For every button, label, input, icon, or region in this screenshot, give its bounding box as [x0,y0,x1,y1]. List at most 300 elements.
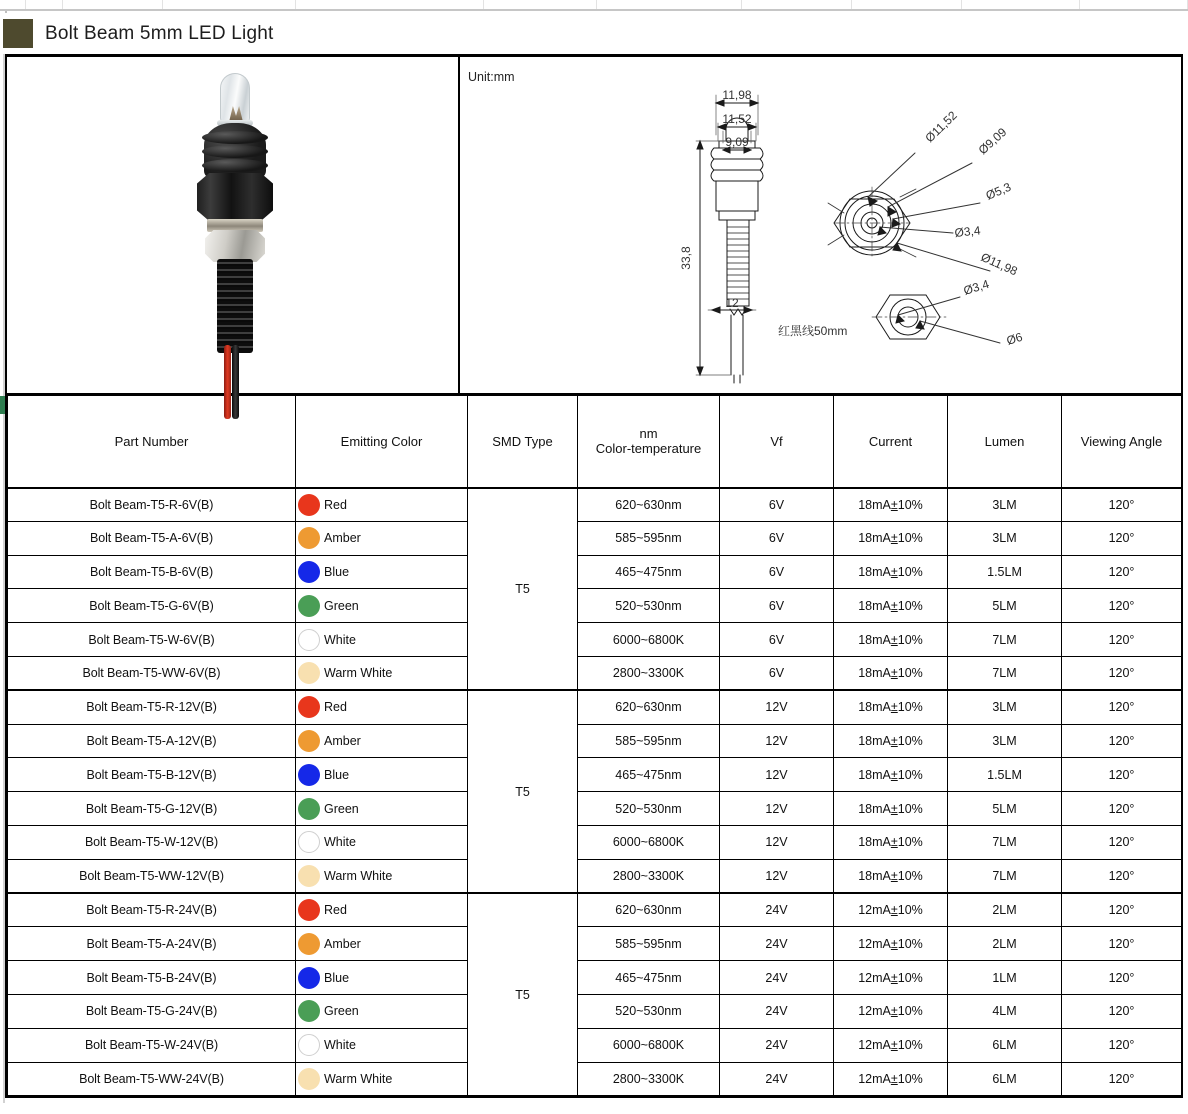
cell-lumen: 7LM [948,656,1062,690]
col-header-current: Current [834,395,948,488]
color-dot-icon [298,967,320,989]
table-row[interactable] [8,994,1182,1028]
current-tolerance: 10% [897,970,923,985]
cell-current [834,521,948,555]
color-dot-icon [298,730,320,752]
cell-smd-type: T5 [468,893,578,1096]
color-dot-icon [298,865,320,887]
cell-viewing-angle: 120° [1062,893,1182,927]
color-dot-icon [298,1034,320,1056]
cell-emitting-color [296,927,468,961]
current-value: 12mA [858,1038,891,1053]
cell-part-number: Bolt Beam-T5-G-24V(B) [8,994,296,1028]
color-name-label: Red [324,497,347,512]
cell-lumen: 5LM [948,792,1062,826]
cell-lumen: 2LM [948,893,1062,927]
plus-minus-symbol: ± [890,1038,898,1053]
color-swatch-group [296,933,467,955]
table-row[interactable] [8,656,1182,690]
color-name-label: Blue [324,767,350,782]
cell-viewing-angle: 120° [1062,690,1182,724]
current-value: 18mA [858,497,891,512]
table-row[interactable] [8,961,1182,995]
color-swatch-group [296,831,467,853]
table-row[interactable] [8,893,1182,927]
current-value: 12mA [858,903,891,918]
cell-part-number: Bolt Beam-T5-W-24V(B) [8,1028,296,1062]
color-name-label: Blue [324,564,350,579]
dim-thread-length: 12 [725,296,739,310]
current-tolerance: 10% [897,666,923,681]
current-value: 18mA [858,733,891,748]
col-header-nm-line2: Color-temperature [595,441,702,457]
current-tolerance: 10% [897,1038,923,1053]
color-dot-icon [298,561,320,583]
color-dot-icon [298,798,320,820]
cell-emitting-color [296,825,468,859]
current-value: 18mA [858,767,891,782]
red-wire [224,345,231,419]
cell-emitting-color [296,690,468,724]
color-name-label: White [324,632,356,647]
cell-nm-color-temperature: 520~530nm [578,792,720,826]
color-name-label: Green [324,598,359,613]
cell-lumen: 3LM [948,690,1062,724]
color-dot-icon [298,933,320,955]
plus-minus-symbol: ± [890,970,898,985]
color-name-label: Amber [324,936,361,951]
cell-viewing-angle: 120° [1062,792,1182,826]
current-value: 18mA [858,835,891,850]
dim-height: 33,8 [679,246,693,270]
hex-dia-label-1: Ø3,4 [961,276,991,298]
dimension-drawing-svg [460,57,1181,393]
dia-label-2: Ø9,09 [975,124,1010,158]
dia-label-4: Ø3,4 [953,223,982,240]
cell-emitting-color [296,656,468,690]
color-dot-icon [298,1000,320,1022]
cell-vf: 12V [720,859,834,893]
cell-emitting-color [296,488,468,522]
sheet-cell[interactable] [852,0,962,9]
cell-vf: 12V [720,825,834,859]
cell-nm-color-temperature: 6000~6800K [578,1028,720,1062]
cell-viewing-angle: 120° [1062,1062,1182,1096]
sheet-cell[interactable] [484,0,597,9]
cell-nm-color-temperature: 6000~6800K [578,825,720,859]
spreadsheet-column-strip[interactable] [0,0,1188,11]
cell-viewing-angle: 120° [1062,994,1182,1028]
current-tolerance: 10% [897,497,923,512]
current-value: 18mA [858,632,891,647]
cell-emitting-color [296,994,468,1028]
cell-lumen: 7LM [948,623,1062,657]
color-dot-icon [298,764,320,786]
specification-table [7,393,1182,1096]
color-swatch-group [296,899,467,921]
table-row[interactable] [8,758,1182,792]
cell-nm-color-temperature: 520~530nm [578,589,720,623]
cell-viewing-angle: 120° [1062,623,1182,657]
dim-width-outer: 11,98 [722,88,752,102]
color-name-label: Warm White [324,1071,393,1086]
cell-vf: 6V [720,589,834,623]
current-tolerance: 10% [897,733,923,748]
boot-ring [202,159,268,172]
plus-minus-symbol: ± [890,868,898,883]
led-lens-dome [220,73,250,123]
current-tolerance: 10% [897,564,923,579]
threaded-shaft [217,259,253,353]
color-dot-icon [298,696,320,718]
cell-viewing-angle: 120° [1062,758,1182,792]
page-title: Bolt Beam 5mm LED Light [45,22,274,44]
color-dot-icon [298,595,320,617]
color-name-label: Blue [324,970,350,985]
document-title-bar [0,13,1188,54]
cell-nm-color-temperature: 465~475nm [578,961,720,995]
cell-lumen: 1.5LM [948,555,1062,589]
cell-emitting-color [296,893,468,927]
color-swatch-group [296,798,467,820]
cell-part-number: Bolt Beam-T5-WW-6V(B) [8,656,296,690]
cell-smd-type: T5 [468,488,578,691]
plus-minus-symbol: ± [890,801,898,816]
cell-part-number: Bolt Beam-T5-WW-24V(B) [8,1062,296,1096]
cell-part-number: Bolt Beam-T5-B-6V(B) [8,555,296,589]
cell-current [834,859,948,893]
plus-minus-symbol: ± [890,666,898,681]
led-product-photo [185,73,285,383]
col-header-nm-color-temperature [578,395,720,488]
cell-current [834,825,948,859]
col-header-vf: Vf [720,395,834,488]
sheet-cell[interactable] [163,0,296,9]
dim-width-mid: 11,52 [722,112,752,126]
cell-vf: 12V [720,758,834,792]
color-name-label: Green [324,1004,359,1019]
cell-vf: 12V [720,690,834,724]
color-swatch-group [296,561,467,583]
color-swatch-group [296,967,467,989]
color-dot-icon [298,527,320,549]
table-row[interactable] [8,1028,1182,1062]
color-swatch-group [296,1068,467,1090]
table-row[interactable] [8,521,1182,555]
dia-label-5: Ø11,98 [978,249,1020,279]
plus-minus-symbol: ± [890,1004,898,1019]
cell-part-number: Bolt Beam-T5-WW-12V(B) [8,859,296,893]
color-swatch-group [296,595,467,617]
cell-nm-color-temperature: 465~475nm [578,758,720,792]
cell-vf: 6V [720,555,834,589]
cell-current [834,994,948,1028]
current-tolerance: 10% [897,1004,923,1019]
cell-emitting-color [296,724,468,758]
cell-nm-color-temperature: 465~475nm [578,555,720,589]
plus-minus-symbol: ± [890,835,898,850]
sheet-cell[interactable] [962,0,1080,9]
cell-emitting-color [296,555,468,589]
boot-ring [202,145,268,158]
cell-vf: 12V [720,792,834,826]
cell-part-number: Bolt Beam-T5-A-6V(B) [8,521,296,555]
color-name-label: White [324,1038,356,1053]
cell-part-number: Bolt Beam-T5-A-24V(B) [8,927,296,961]
cell-emitting-color [296,792,468,826]
cell-lumen: 3LM [948,488,1062,522]
cell-current [834,656,948,690]
cell-part-number: Bolt Beam-T5-W-6V(B) [8,623,296,657]
plus-minus-symbol: ± [890,767,898,782]
color-name-label: Warm White [324,666,393,681]
color-swatch-group [296,1034,467,1056]
sheet-cell[interactable] [26,0,63,9]
dia-label-1: Ø11,52 [922,108,960,146]
current-tolerance: 10% [897,531,923,546]
cell-lumen: 3LM [948,521,1062,555]
cell-current [834,724,948,758]
cell-nm-color-temperature: 620~630nm [578,690,720,724]
sheet-cell[interactable] [597,0,742,9]
col-header-lumen: Lumen [948,395,1062,488]
cell-part-number: Bolt Beam-T5-G-6V(B) [8,589,296,623]
cell-viewing-angle: 120° [1062,724,1182,758]
cell-lumen: 1LM [948,961,1062,995]
product-photo-cell [7,57,460,393]
black-hex-nut [197,173,273,221]
cell-lumen: 4LM [948,994,1062,1028]
current-value: 18mA [858,564,891,579]
cell-current [834,792,948,826]
table-row[interactable] [8,724,1182,758]
cell-part-number: Bolt Beam-T5-B-12V(B) [8,758,296,792]
cell-viewing-angle: 120° [1062,1028,1182,1062]
cell-part-number: Bolt Beam-T5-A-12V(B) [8,724,296,758]
black-wire [232,345,239,419]
current-value: 18mA [858,598,891,613]
cell-lumen: 6LM [948,1028,1062,1062]
current-value: 18mA [858,801,891,816]
current-tolerance: 10% [897,903,923,918]
cell-part-number: Bolt Beam-T5-W-12V(B) [8,825,296,859]
table-header-row [8,395,1182,488]
color-swatch-group [296,865,467,887]
cell-nm-color-temperature: 2800~3300K [578,859,720,893]
color-swatch-group [296,764,467,786]
current-tolerance: 10% [897,767,923,782]
current-tolerance: 10% [897,835,923,850]
table-row[interactable] [8,623,1182,657]
cell-lumen: 3LM [948,724,1062,758]
metal-hex-nut [205,230,265,262]
cell-emitting-color [296,1062,468,1096]
cell-emitting-color [296,623,468,657]
color-name-label: White [324,835,356,850]
cell-nm-color-temperature: 585~595nm [578,724,720,758]
cell-emitting-color [296,859,468,893]
cell-lumen: 7LM [948,825,1062,859]
plus-minus-symbol: ± [890,700,898,715]
color-name-label: Warm White [324,868,393,883]
dim-width-inner: 9,09 [725,135,749,149]
cell-viewing-angle: 120° [1062,656,1182,690]
cell-part-number: Bolt Beam-T5-G-12V(B) [8,792,296,826]
cell-nm-color-temperature: 585~595nm [578,521,720,555]
cell-vf: 24V [720,961,834,995]
cell-emitting-color [296,1028,468,1062]
cell-current [834,488,948,522]
cell-emitting-color [296,961,468,995]
cell-nm-color-temperature: 520~530nm [578,994,720,1028]
color-swatch-group [296,730,467,752]
cell-current [834,690,948,724]
col-header-emitting-color: Emitting Color [296,395,468,488]
current-value: 18mA [858,531,891,546]
cell-current [834,555,948,589]
cell-emitting-color [296,589,468,623]
cell-nm-color-temperature: 2800~3300K [578,656,720,690]
current-value: 12mA [858,1071,891,1086]
table-row[interactable] [8,488,1182,522]
table-row[interactable] [8,555,1182,589]
product-datasheet-block [5,54,1183,1098]
current-value: 18mA [858,666,891,681]
color-swatch-group [296,527,467,549]
table-row[interactable] [8,1062,1182,1096]
color-name-label: Amber [324,531,361,546]
color-dot-icon [298,831,320,853]
cell-part-number: Bolt Beam-T5-R-12V(B) [8,690,296,724]
cell-current [834,927,948,961]
cell-nm-color-temperature: 2800~3300K [578,1062,720,1096]
plus-minus-symbol: ± [890,531,898,546]
current-tolerance: 10% [897,868,923,883]
color-name-label: Amber [324,733,361,748]
col-header-smd-type: SMD Type [468,395,578,488]
cell-part-number: Bolt Beam-T5-B-24V(B) [8,961,296,995]
cell-current [834,1028,948,1062]
plus-minus-symbol: ± [890,564,898,579]
table-row[interactable] [8,825,1182,859]
color-swatch-group [296,629,467,651]
current-tolerance: 10% [897,632,923,647]
cell-part-number: Bolt Beam-T5-R-24V(B) [8,893,296,927]
cell-viewing-angle: 120° [1062,859,1182,893]
cell-current [834,623,948,657]
plus-minus-symbol: ± [890,733,898,748]
color-name-label: Green [324,801,359,816]
cell-vf: 24V [720,927,834,961]
table-body [8,488,1182,1096]
cell-vf: 6V [720,656,834,690]
cell-lumen: 5LM [948,589,1062,623]
cell-current [834,893,948,927]
plus-minus-symbol: ± [890,1071,898,1086]
color-dot-icon [298,629,320,651]
boot-ring [202,131,268,144]
current-value: 12mA [858,970,891,985]
col-header-nm-line1: nm [639,426,658,442]
sheet-cell[interactable] [0,0,26,9]
current-value: 18mA [858,700,891,715]
cell-nm-color-temperature: 6000~6800K [578,623,720,657]
color-swatch-group [296,696,467,718]
cell-current [834,589,948,623]
cell-vf: 6V [720,521,834,555]
current-tolerance: 10% [897,598,923,613]
cell-vf: 24V [720,1062,834,1096]
table-row[interactable] [8,927,1182,961]
unit-label: Unit:mm [468,70,515,84]
hex-dia-label-2: Ø6 [1004,329,1025,348]
cell-current [834,758,948,792]
cell-nm-color-temperature: 620~630nm [578,893,720,927]
color-swatch-group [296,1000,467,1022]
cell-vf: 6V [720,623,834,657]
cell-emitting-color [296,521,468,555]
cell-viewing-angle: 120° [1062,589,1182,623]
cell-vf: 24V [720,1028,834,1062]
color-dot-icon [298,1068,320,1090]
cell-nm-color-temperature: 585~595nm [578,927,720,961]
cell-current [834,961,948,995]
title-color-swatch [3,19,33,48]
color-dot-icon [298,662,320,684]
sheet-cell[interactable] [63,0,163,9]
current-value: 12mA [858,936,891,951]
col-header-part-number: Part Number [8,395,296,488]
table-row[interactable] [8,792,1182,826]
cell-lumen: 7LM [948,859,1062,893]
cell-viewing-angle: 120° [1062,488,1182,522]
dia-label-3: Ø5,3 [983,179,1014,203]
cell-part-number: Bolt Beam-T5-R-6V(B) [8,488,296,522]
cell-vf: 6V [720,488,834,522]
plus-minus-symbol: ± [890,632,898,647]
cell-viewing-angle: 120° [1062,927,1182,961]
sheet-cell[interactable] [296,0,484,9]
plus-minus-symbol: ± [890,936,898,951]
engineering-drawing-cell [460,57,1181,393]
color-name-label: Red [324,700,347,715]
color-swatch-group [296,494,467,516]
table-row[interactable] [8,859,1182,893]
cell-smd-type: T5 [468,690,578,893]
current-value: 12mA [858,1004,891,1019]
table-row[interactable] [8,690,1182,724]
plus-minus-symbol: ± [890,903,898,918]
plus-minus-symbol: ± [890,598,898,613]
cell-vf: 12V [720,724,834,758]
cell-nm-color-temperature: 620~630nm [578,488,720,522]
cell-lumen: 2LM [948,927,1062,961]
color-dot-icon [298,494,320,516]
sheet-cell[interactable] [742,0,852,9]
sheet-cell[interactable] [1080,0,1188,9]
current-value: 18mA [858,868,891,883]
color-dot-icon [298,899,320,921]
table-row[interactable] [8,589,1182,623]
cell-viewing-angle: 120° [1062,555,1182,589]
cell-emitting-color [296,758,468,792]
cell-viewing-angle: 120° [1062,825,1182,859]
col-header-viewing-angle: Viewing Angle [1062,395,1182,488]
wire-note: 红黑线50mm [778,324,848,338]
color-name-label: Red [324,903,347,918]
color-swatch-group [296,662,467,684]
cell-lumen: 1.5LM [948,758,1062,792]
